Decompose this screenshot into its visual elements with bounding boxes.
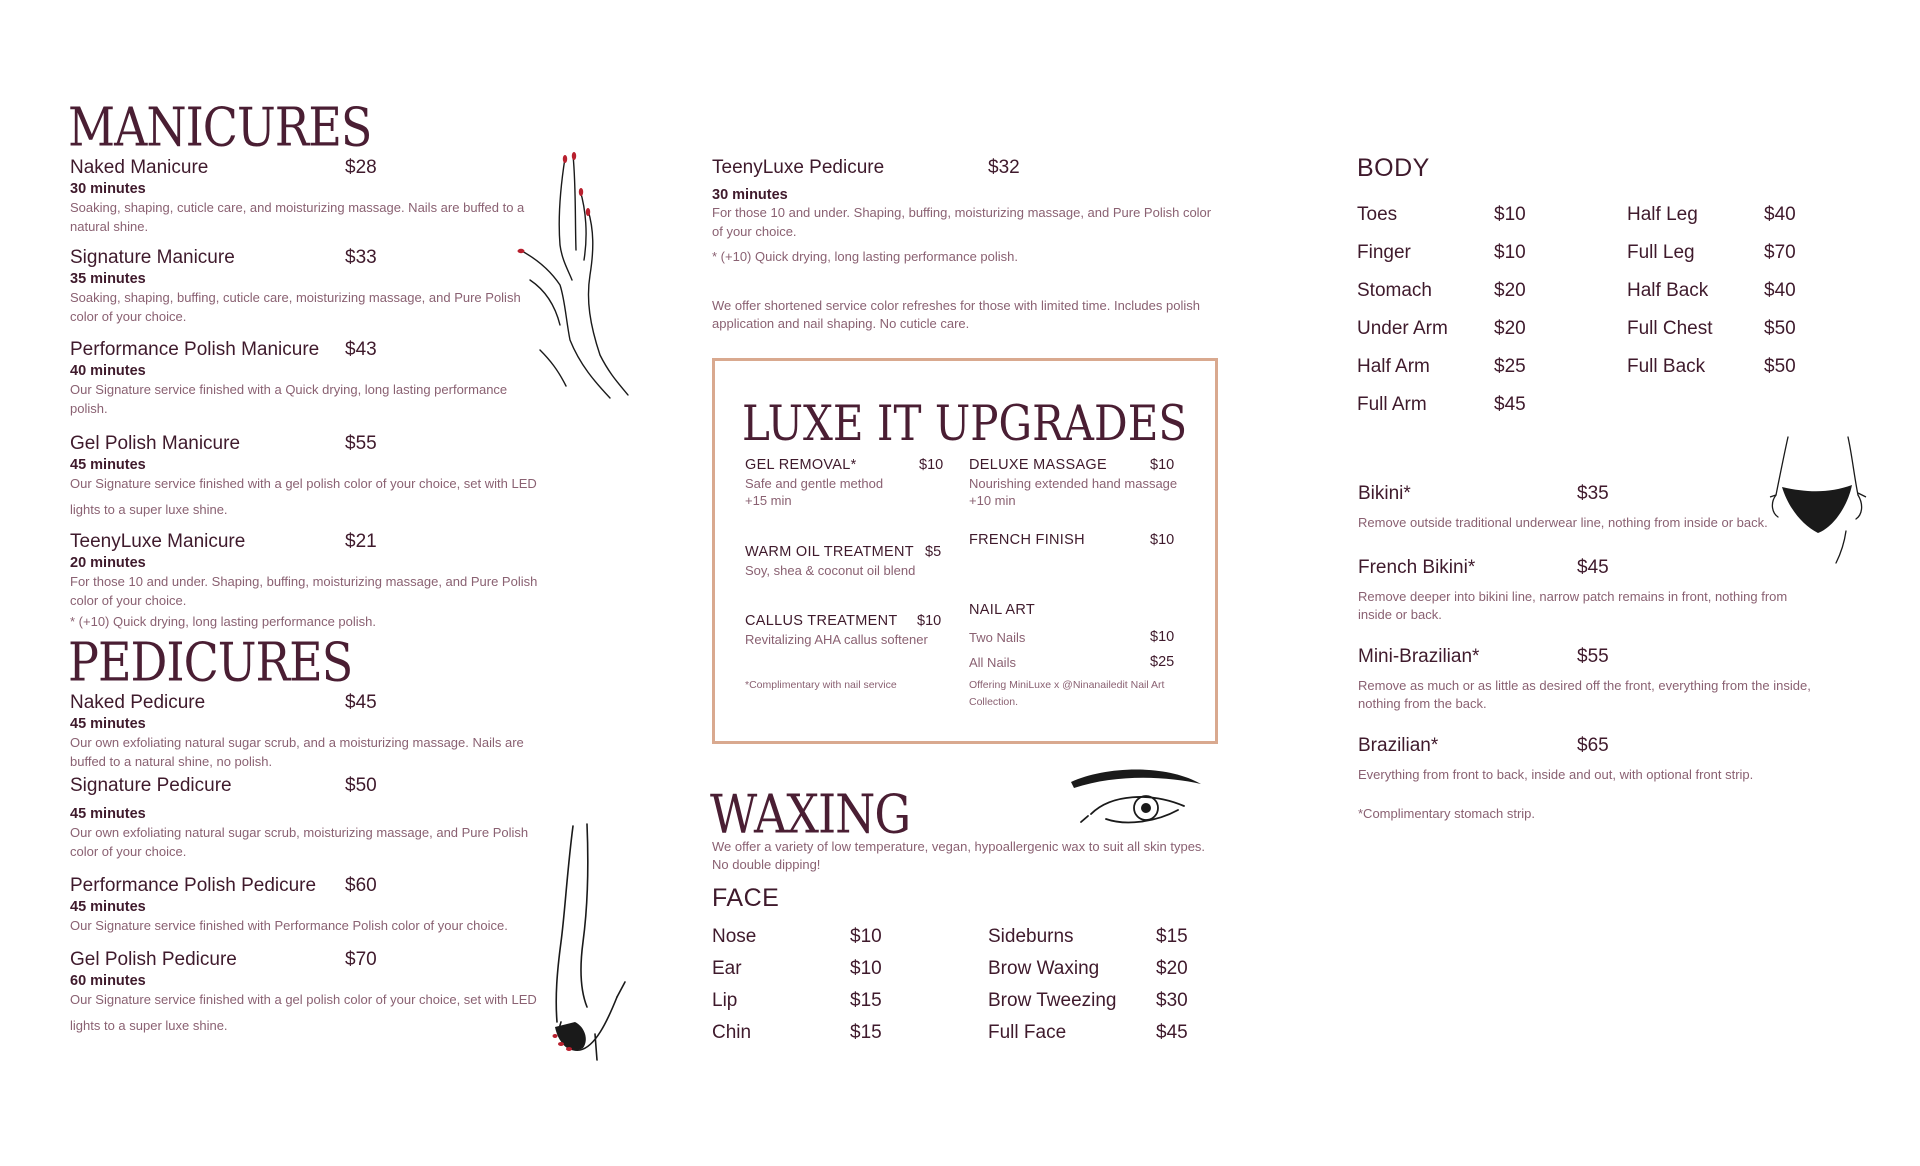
service-description: Our Signature service finished with Performance Polish color of your choice. bbox=[70, 918, 508, 933]
bikini-item-price: $45 bbox=[1577, 557, 1609, 578]
body-item-price: $40 bbox=[1764, 280, 1796, 301]
upgrades-footnote: *Complimentary with nail service bbox=[745, 679, 897, 691]
service-price: $28 bbox=[345, 157, 377, 178]
bikini-item-name: Bikini* bbox=[1358, 483, 1411, 504]
nail-art-option: All Nails bbox=[969, 655, 1016, 670]
upgrade-price: $10 bbox=[1150, 457, 1175, 473]
upgrade-desc: Soy, shea & coconut oil blend bbox=[745, 563, 916, 578]
service-description: Soaking, shaping, cuticle care, and moisturizing massage. Nails are buffed to a natural shine. bbox=[70, 200, 525, 234]
service-name: Signature Pedicure bbox=[70, 775, 232, 796]
service-name: TeenyLuxe Pedicure bbox=[712, 157, 885, 178]
service-name: Gel Polish Manicure bbox=[70, 433, 241, 454]
service-duration: 45 minutes bbox=[70, 806, 146, 822]
service-note: * (+10) Quick drying, long lasting performance polish. bbox=[70, 614, 377, 629]
face-item-name: Full Face bbox=[988, 1022, 1067, 1043]
service-description: For those 10 and under. Shaping, buffing, moisturizing massage, and Pure Polish color of your choice. bbox=[712, 205, 1212, 239]
service-price: $50 bbox=[345, 775, 377, 796]
upgrade-name: DELUXE MASSAGE bbox=[969, 457, 1107, 473]
body-item-name: Full Leg bbox=[1627, 242, 1695, 263]
service-price: $32 bbox=[988, 157, 1020, 178]
service-description: Our own exfoliating natural sugar scrub, moisturizing massage, and Pure Polish color of your choice. bbox=[70, 825, 529, 859]
service-name: Naked Pedicure bbox=[70, 692, 206, 713]
service-price: $70 bbox=[345, 949, 377, 970]
body-item-name: Half Arm bbox=[1357, 356, 1430, 377]
body-item-price: $25 bbox=[1494, 356, 1526, 377]
upgrade-desc: Nourishing extended hand massage bbox=[969, 476, 1178, 491]
bikini-illustration bbox=[1768, 435, 1868, 565]
body-subhead: BODY bbox=[1357, 154, 1430, 182]
upgrade-name: NAIL ART bbox=[969, 602, 1036, 618]
service-price: $45 bbox=[345, 692, 377, 713]
pedicures-title: PEDICURES bbox=[68, 631, 353, 694]
bikini-item-desc: Remove outside traditional underwear line, nothing from inside or back. bbox=[1358, 515, 1768, 530]
upgrade-name: WARM OIL TREATMENT bbox=[745, 544, 914, 560]
service-name: Signature Manicure bbox=[70, 247, 235, 268]
service-name: Performance Polish Pedicure bbox=[70, 875, 317, 896]
face-item-name: Chin bbox=[712, 1022, 752, 1043]
face-item-name: Lip bbox=[712, 990, 738, 1011]
face-item-price: $20 bbox=[1156, 958, 1188, 979]
nail-art-price: $10 bbox=[1150, 629, 1175, 645]
body-item-name: Full Back bbox=[1627, 356, 1706, 377]
face-item-price: $15 bbox=[850, 1022, 882, 1043]
manicures-title: MANICURES bbox=[68, 96, 372, 159]
face-item-price: $30 bbox=[1156, 990, 1188, 1011]
body-item-price: $10 bbox=[1494, 204, 1526, 225]
high-heel-leg-illustration bbox=[525, 822, 635, 1062]
upgrades-title: LUXE IT UPGRADES bbox=[742, 395, 1188, 452]
body-item-name: Half Back bbox=[1627, 280, 1709, 301]
upgrade-price: $10 bbox=[1150, 532, 1175, 548]
body-item-price: $50 bbox=[1764, 356, 1796, 377]
body-item-price: $50 bbox=[1764, 318, 1796, 339]
service-duration: 45 minutes bbox=[70, 457, 146, 473]
upgrade-desc: +15 min bbox=[745, 493, 792, 508]
upgrade-price: $10 bbox=[917, 613, 942, 629]
upgrade-price: $5 bbox=[925, 544, 942, 560]
service-description: Our own exfoliating natural sugar scrub, and a moisturizing massage. Nails are buffed to a natural shine, no polish. bbox=[70, 735, 524, 769]
service-name: Naked Manicure bbox=[70, 157, 209, 178]
face-item-price: $45 bbox=[1156, 1022, 1188, 1043]
service-description: Our Signature service finished with a gel polish color of your choice, set with LED lights to a super luxe shine. bbox=[70, 476, 537, 517]
service-duration: 60 minutes bbox=[70, 973, 146, 989]
service-price: $43 bbox=[345, 339, 377, 360]
service-name: Gel Polish Pedicure bbox=[70, 949, 237, 970]
bikini-item-price: $35 bbox=[1577, 483, 1609, 504]
service-description: Our Signature service finished with a Quick drying, long lasting performance polish. bbox=[70, 382, 508, 416]
service-duration: 30 minutes bbox=[712, 187, 788, 203]
body-item-name: Full Chest bbox=[1627, 318, 1713, 339]
waxing-intro: We offer a variety of low temperature, vegan, hypoallergenic wax to suit all skin types. No double dipping! bbox=[712, 839, 1206, 872]
service-price: $21 bbox=[345, 531, 377, 552]
body-item-price: $10 bbox=[1494, 242, 1526, 263]
nail-art-option: Two Nails bbox=[969, 630, 1026, 645]
upgrade-price: $10 bbox=[919, 457, 944, 473]
nail-art-price: $25 bbox=[1150, 654, 1175, 670]
body-item-price: $20 bbox=[1494, 318, 1526, 339]
service-price: $33 bbox=[345, 247, 377, 268]
bikini-item-desc: Everything from front to back, inside and out, with optional front strip. bbox=[1358, 767, 1754, 782]
body-item-name: Toes bbox=[1357, 204, 1398, 225]
service-note: * (+10) Quick drying, long lasting performance polish. bbox=[712, 249, 1019, 264]
service-description: Soaking, shaping, buffing, cuticle care, moisturizing massage, and Pure Polish color of your choice. bbox=[70, 290, 521, 324]
face-item-price: $15 bbox=[850, 990, 882, 1011]
service-duration: 45 minutes bbox=[70, 899, 146, 915]
service-name: TeenyLuxe Manicure bbox=[70, 531, 246, 552]
service-duration: 45 minutes bbox=[70, 716, 146, 732]
bikini-item-desc: Remove deeper into bikini line, narrow patch remains in front, nothing from inside or back. bbox=[1358, 589, 1788, 622]
face-item-name: Sideburns bbox=[988, 926, 1074, 947]
service-duration: 30 minutes bbox=[70, 181, 146, 197]
face-item-name: Brow Waxing bbox=[988, 958, 1100, 979]
upgrade-name: FRENCH FINISH bbox=[969, 532, 1085, 548]
service-duration: 40 minutes bbox=[70, 363, 146, 379]
upgrade-desc: Revitalizing AHA callus softener bbox=[745, 632, 928, 647]
bikini-item-name: Mini-Brazilian* bbox=[1358, 646, 1480, 667]
service-duration: 20 minutes bbox=[70, 555, 146, 571]
bikini-item-price: $55 bbox=[1577, 646, 1609, 667]
upgrade-name: CALLUS TREATMENT bbox=[745, 613, 898, 629]
body-item-name: Full Arm bbox=[1357, 394, 1427, 415]
service-duration: 35 minutes bbox=[70, 271, 146, 287]
body-footnote: *Complimentary stomach strip. bbox=[1358, 806, 1535, 821]
body-item-price: $45 bbox=[1494, 394, 1526, 415]
nail-art-note: Offering MiniLuxe x @Ninanailedit Nail Art Collection. bbox=[969, 679, 1165, 708]
service-name: Performance Polish Manicure bbox=[70, 339, 320, 360]
eye-illustration bbox=[1066, 764, 1206, 834]
upgrade-desc: +10 min bbox=[969, 493, 1016, 508]
refresh-note: We offer shortened service color refreshes for those with limited time. Includes polish application and nail shaping. No cuticle care. bbox=[712, 298, 1200, 331]
body-item-name: Under Arm bbox=[1357, 318, 1448, 339]
service-price: $60 bbox=[345, 875, 377, 896]
service-price: $55 bbox=[345, 433, 377, 454]
service-description: Our Signature service finished with a gel polish color of your choice, set with LED lights to a super luxe shine. bbox=[70, 992, 537, 1033]
upgrade-desc: Safe and gentle method bbox=[745, 476, 884, 491]
waxing-title: WAXING bbox=[710, 783, 911, 846]
body-item-price: $40 bbox=[1764, 204, 1796, 225]
face-subhead: FACE bbox=[712, 884, 780, 912]
bikini-item-name: French Bikini* bbox=[1358, 557, 1476, 578]
body-item-price: $70 bbox=[1764, 242, 1796, 263]
body-item-name: Finger bbox=[1357, 242, 1411, 263]
face-item-name: Nose bbox=[712, 926, 757, 947]
hand-illustration bbox=[510, 150, 640, 400]
face-item-price: $15 bbox=[1156, 926, 1188, 947]
bikini-item-desc: Remove as much or as little as desired off the front, everything from the inside, nothing from the back. bbox=[1358, 678, 1811, 711]
face-item-price: $10 bbox=[850, 926, 882, 947]
face-item-price: $10 bbox=[850, 958, 882, 979]
body-item-price: $20 bbox=[1494, 280, 1526, 301]
face-item-name: Ear bbox=[712, 958, 742, 979]
body-item-name: Stomach bbox=[1357, 280, 1432, 301]
bikini-item-price: $65 bbox=[1577, 735, 1609, 756]
face-item-name: Brow Tweezing bbox=[988, 990, 1117, 1011]
bikini-item-name: Brazilian* bbox=[1358, 735, 1439, 756]
upgrade-name: GEL REMOVAL* bbox=[745, 457, 857, 473]
service-description: For those 10 and under. Shaping, buffing, moisturizing massage, and Pure Polish color of your choice. bbox=[70, 574, 538, 608]
body-item-name: Half Leg bbox=[1627, 204, 1698, 225]
